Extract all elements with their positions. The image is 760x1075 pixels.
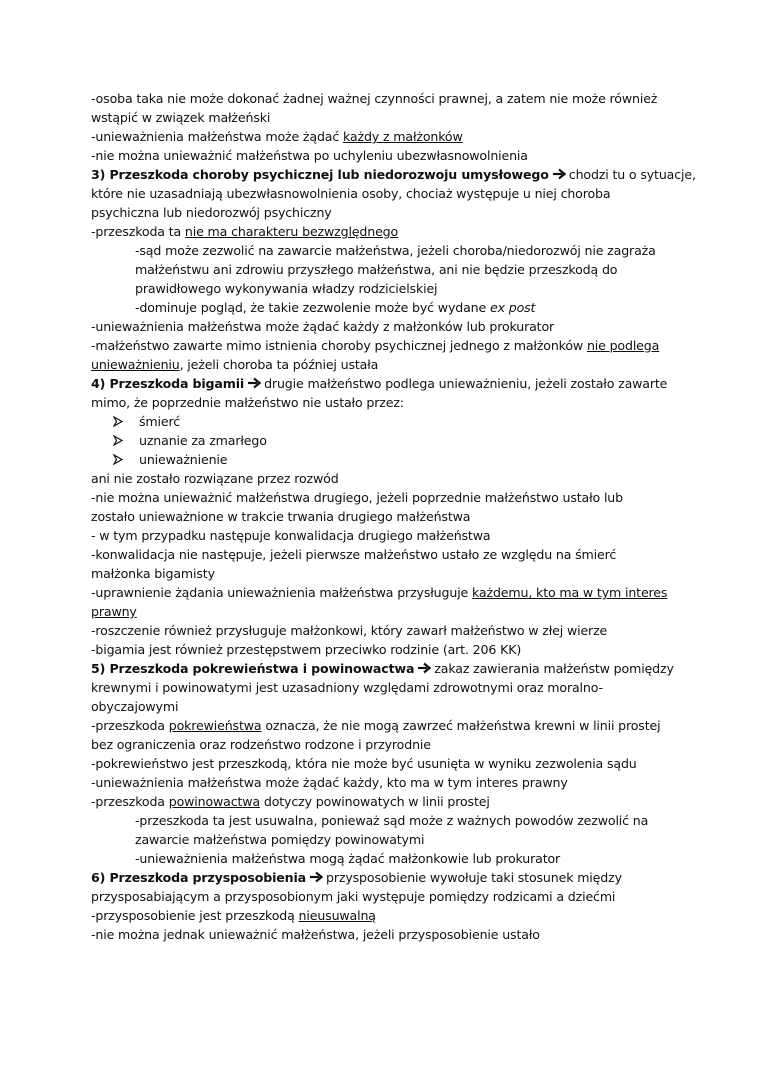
text-line: małżonka bigamisty (91, 566, 215, 581)
text-line: które nie uzasadniają ubezwłasnowolnienia osoby, chociaż występuje u niej choroba (91, 186, 611, 201)
arrow-right-icon (417, 662, 431, 674)
text-line: -przysposobienie jest przeszkodą nieusuwalną (91, 908, 376, 923)
text-line: -unieważnienia małżeństwa może żądać każdy z małżonków lub prokurator (91, 319, 555, 334)
bullet-arrow-icon (113, 435, 123, 446)
list-item: unieważnienie (91, 450, 690, 469)
text-line: -unieważnienia małżeństwa może żądać każdy, kto ma w tym interes prawny (91, 775, 568, 790)
list-item: śmierć (91, 412, 690, 431)
underlined-text: nie podlega (586, 338, 660, 353)
text-line: -przeszkoda pokrewieństwa oznacza, że nie mogą zawrzeć małżeństwa krewni w linii prostej (91, 718, 661, 733)
text-line: -przeszkoda ta nie ma charakteru bezwzględnego (91, 224, 399, 239)
section-heading: 5) Przeszkoda pokrewieństwa i powinowactwa (91, 661, 415, 676)
indented-line: -dominuje pogląd, że takie zezwolenie może być wydane ex post (135, 300, 536, 315)
text-line: -nie można unieważnić małżeństwa drugiego, jeżeli poprzednie małżeństwo ustało lub (91, 490, 623, 505)
text-line: -małżeństwo zawarte mimo istnienia choroby psychicznej jednego z małżonków nie podlega (91, 338, 660, 353)
italic-text: ex post (489, 300, 536, 315)
section-heading-line: 4) Przeszkoda bigamii drugie małżeństwo podlega unieważnieniu, jeżeli zostało zawarte (91, 376, 668, 391)
text-line: -osoba taka nie może dokonać żadnej ważnej czynności prawnej, a zatem nie może również (91, 91, 658, 106)
section-heading: 4) Przeszkoda bigamii (91, 376, 245, 391)
text-line: wstąpić w związek małżeński (91, 110, 271, 125)
text-line: -nie można unieważnić małżeństwa po uchyleniu ubezwłasnowolnienia (91, 148, 528, 163)
section-heading: 3) Przeszkoda choroby psychicznej lub niedorozwoju umysłowego (91, 167, 549, 182)
section-heading: 6) Przeszkoda przysposobienia (91, 870, 307, 885)
underlined-text: pokrewieństwa (168, 718, 262, 733)
bullet-arrow-icon (113, 454, 123, 465)
text-line: - w tym przypadku następuje konwalidacja drugiego małżeństwa (91, 528, 491, 543)
text-line: -pokrewieństwo jest przeszkodą, która nie może być usunięta w wyniku zezwolenia sądu (91, 756, 637, 771)
underlined-text: powinowactwa (168, 794, 261, 809)
underlined-text: każdemu, kto ma w tym interes (472, 585, 668, 600)
text-line: -bigamia jest również przestępstwem przeciwko rodzinie (art. 206 KK) (91, 642, 522, 657)
text-line: zostało unieważnione w trakcie trwania drugiego małżeństwa (91, 509, 471, 524)
text-line: -konwalidacja nie następuje, jeżeli pierwsze małżeństwo ustało ze względu na śmierć (91, 547, 617, 562)
text-line: bez ograniczenia oraz rodzeństwo rodzone i przyrodnie (91, 737, 431, 752)
text-line: ani nie zostało rozwiązane przez rozwód (91, 471, 339, 486)
text-line: unieważnieniu, jeżeli choroba ta później ustała (91, 357, 379, 372)
text-line: -roszczenie również przysługuje małżonkowi, który zawarł małżeństwo w złej wierze (91, 623, 608, 638)
indented-line: -sąd może zezwolić na zawarcie małżeństwa, jeżeli choroba/niedorozwój nie zagraża (135, 243, 656, 258)
indented-line: -unieważnienia małżeństwa mogą żądać małżonkowie lub prokurator (135, 851, 561, 866)
text-line: mimo, że poprzednie małżeństwo nie ustało przez: (91, 395, 404, 410)
text-line (91, 602, 690, 621)
text-line: -uprawnienie żądania unieważnienia małżeństwa przysługuje każdemu, kto ma w tym interes (91, 585, 668, 600)
text-line: psychiczna lub niedorozwój psychiczny (91, 205, 332, 220)
indented-line: zawarcie małżeństwa pomiędzy powinowatymi (135, 832, 425, 847)
arrow-right-icon (247, 377, 261, 389)
bullet-arrow-icon (113, 416, 123, 427)
underlined-text: prawny (91, 604, 137, 619)
indented-line: -przeszkoda ta jest usuwalna, ponieważ sąd może z ważnych powodów zezwolić na (135, 813, 649, 828)
indented-line: prawidłowego wykonywania władzy rodzicielskiej (135, 281, 438, 296)
text-line: -nie można jednak unieważnić małżeństwa, jeżeli przysposobienie ustało (91, 927, 540, 942)
list-item: uznanie za zmarłego (91, 431, 690, 450)
section-heading-line: 5) Przeszkoda pokrewieństwa i powinowactwa zakaz zawierania małżeństw pomiędzy (91, 661, 674, 676)
underlined-text: unieważnieniu (91, 357, 180, 372)
underlined-text: każdy z małżonków (343, 129, 463, 144)
text-line: -unieważnienia małżeństwa może żądać każdy z małżonków (91, 129, 463, 144)
section-heading-line: 3) Przeszkoda choroby psychicznej lub niedorozwoju umysłowego chodzi tu o sytuacje, (91, 167, 696, 182)
section-heading-line: 6) Przeszkoda przysposobienia przysposobienie wywołuje taki stosunek między (91, 870, 622, 885)
text-line: -przeszkoda powinowactwa dotyczy powinowatych w linii prostej (91, 794, 490, 809)
text-line: krewnymi i powinowatymi jest uzasadniony względami zdrowotnymi oraz moralno- (91, 680, 603, 695)
arrow-right-icon (552, 168, 566, 180)
indented-line: małżeństwu ani zdrowiu przyszłego małżeństwa, ani nie będzie przeszkodą do (135, 262, 618, 277)
text-line: obyczajowymi (91, 699, 179, 714)
arrow-right-icon (309, 871, 323, 883)
underlined-text: nie ma charakteru bezwzględnego (184, 224, 399, 239)
underlined-text: nieusuwalną (298, 908, 376, 923)
text-line: przysposabiającym a przysposobionym jaki występuje pomiędzy rodzicami a dziećmi (91, 889, 616, 904)
